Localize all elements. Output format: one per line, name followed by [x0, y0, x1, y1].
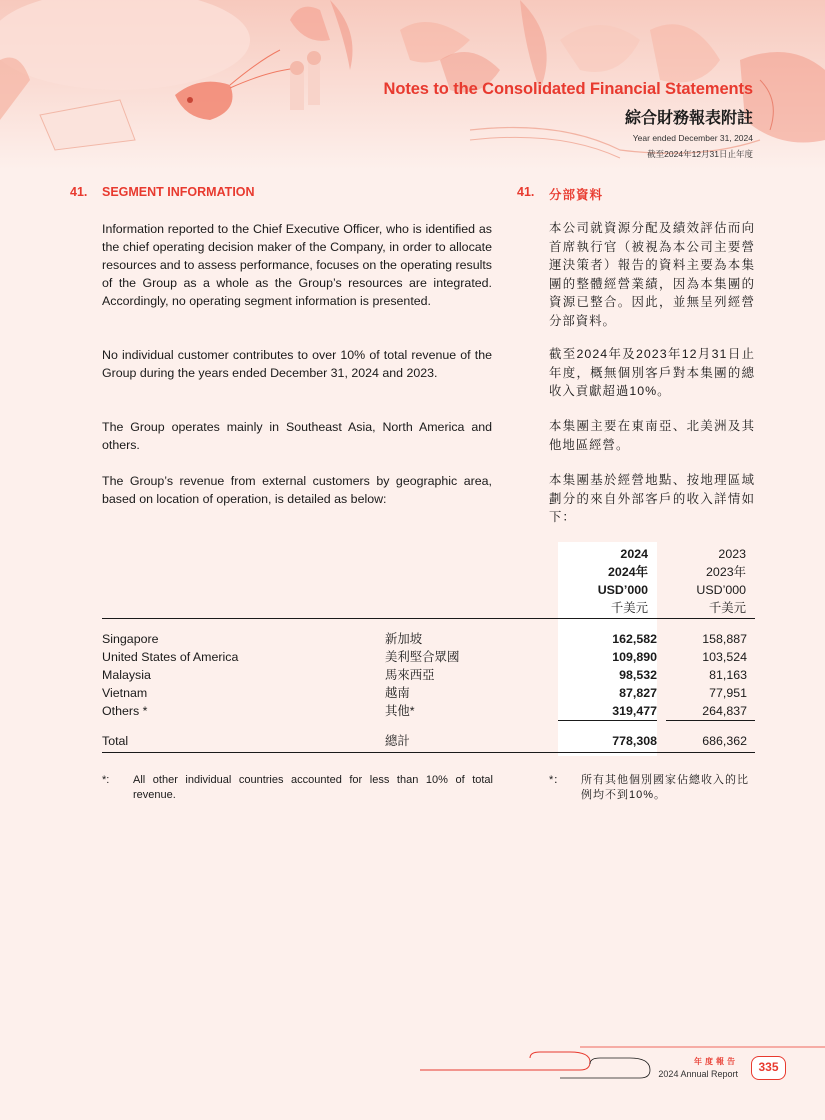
table-header-rule — [102, 618, 755, 619]
header-2023-year-zh: 2023年 — [706, 565, 746, 579]
paragraph-zh-2: 截至2024年及2023年12月31日止年度，概無個別客戶對本集團的總收入貢獻超過10%。 — [549, 347, 755, 398]
header-2024-unit: USD’000 — [597, 583, 648, 597]
period-label-zh: 截至2024年12月31日止年度 — [647, 149, 753, 159]
footer-report-label-zh: 年度報告 — [694, 1057, 738, 1066]
period-label: Year ended December 31, 2024 — [632, 133, 753, 143]
value-2024: 87,827 — [619, 686, 657, 700]
column-header-2024 — [568, 545, 648, 617]
row-label: Vietnam — [102, 686, 148, 700]
row-label-zh: 美利堅合眾國 — [385, 650, 460, 664]
header-block — [384, 80, 753, 160]
row-label-zh: 馬來西亞 — [385, 668, 435, 682]
page-title-zh: 綜合財務報表附註 — [624, 110, 753, 127]
table-row — [102, 684, 755, 702]
subtotal-rule-2024 — [558, 720, 657, 721]
paragraph-zh-1: 本公司就資源分配及績效評估而向首席執行官（被視為本公司主要營運決策者）報告的資料主要為本集團的整體經營業績，因為本集團的資源已整合。因此，並無呈列經營分部資料。 — [549, 221, 755, 328]
table-row — [102, 666, 755, 684]
value-2024: 98,532 — [619, 668, 657, 682]
value-2023: 103,524 — [702, 650, 747, 664]
header-2024-year-zh: 2024年 — [608, 565, 648, 579]
row-label: Malaysia — [102, 668, 151, 682]
row-label-zh: 其他* — [385, 704, 415, 718]
total-value-2024: 778,308 — [612, 734, 657, 748]
footnote-text: All other individual countries accounted for less than 10% of total revenue. — [133, 774, 493, 801]
row-label-zh: 新加坡 — [385, 632, 423, 646]
value-2023: 158,887 — [702, 632, 747, 646]
row-label-zh: 越南 — [385, 686, 410, 700]
footnote-text-zh: 所有其他個別國家佔總收入的比例均不到10%。 — [581, 774, 749, 801]
section-title-zh: 分部資料 — [549, 188, 604, 202]
section-title: SEGMENT INFORMATION — [102, 185, 255, 199]
value-2023: 77,951 — [709, 686, 747, 700]
footer-report-label: 2024 Annual Report — [658, 1069, 738, 1079]
value-2023: 264,837 — [702, 704, 747, 718]
paragraph-en-1: Information reported to the Chief Executive Officer, who is identified as the chief operating decision maker of the Company, in order to allocate resources and to assess performance, focuses on the operating results of the Group as a whole as the Group’s resources are integrated. Accordingly, no operating segment information is presented. — [102, 222, 492, 308]
table-row — [102, 648, 755, 666]
page-title: Notes to the Consolidated Financial Statements — [383, 80, 753, 98]
paragraph-en-3: The Group operates mainly in Southeast Asia, North America and others. — [102, 420, 492, 452]
total-label: Total — [102, 734, 129, 748]
subtotal-rule-2023 — [666, 720, 755, 721]
table-total-rule — [102, 752, 755, 753]
paragraph-en-2: No individual customer contributes to over 10% of total revenue of the Group during the years ended December 31, 2024 and 2023. — [102, 348, 492, 380]
value-2024: 162,582 — [612, 632, 657, 646]
value-2024: 109,890 — [612, 650, 657, 664]
paragraph-en-4: The Group’s revenue from external customers by geographic area, based on location of operation, is detailed as below: — [102, 474, 492, 506]
table-row — [102, 630, 755, 648]
section-number-zh: 41. — [517, 185, 535, 199]
row-label: Singapore — [102, 632, 159, 646]
value-2023: 81,163 — [709, 668, 747, 682]
row-label: United States of America — [102, 650, 239, 664]
table-total-row — [102, 732, 755, 750]
paragraph-zh-4: 本集團基於經營地點、按地理區域劃分的來自外部客戶的收入詳情如下： — [549, 473, 755, 524]
paragraph-zh-3: 本集團主要在東南亞、北美洲及其他地區經營。 — [549, 419, 755, 452]
header-2023-year: 2023 — [718, 547, 746, 561]
table-row — [102, 702, 755, 720]
header-2023-unit: USD’000 — [696, 583, 746, 597]
header-2024-unit-zh: 千美元 — [610, 601, 648, 615]
section-number: 41. — [70, 185, 88, 199]
column-header-2023 — [666, 545, 746, 617]
value-2024: 319,477 — [612, 704, 657, 718]
footnote-mark-zh: *： — [549, 774, 565, 786]
total-value-2023: 686,362 — [702, 734, 747, 748]
total-label-zh: 總計 — [385, 734, 410, 748]
header-2024-year: 2024 — [620, 547, 648, 561]
page-number: 335 — [751, 1056, 786, 1080]
row-label: Others * — [102, 704, 148, 718]
footnote-mark: *: — [102, 774, 110, 786]
header-2023-unit-zh: 千美元 — [708, 601, 746, 615]
